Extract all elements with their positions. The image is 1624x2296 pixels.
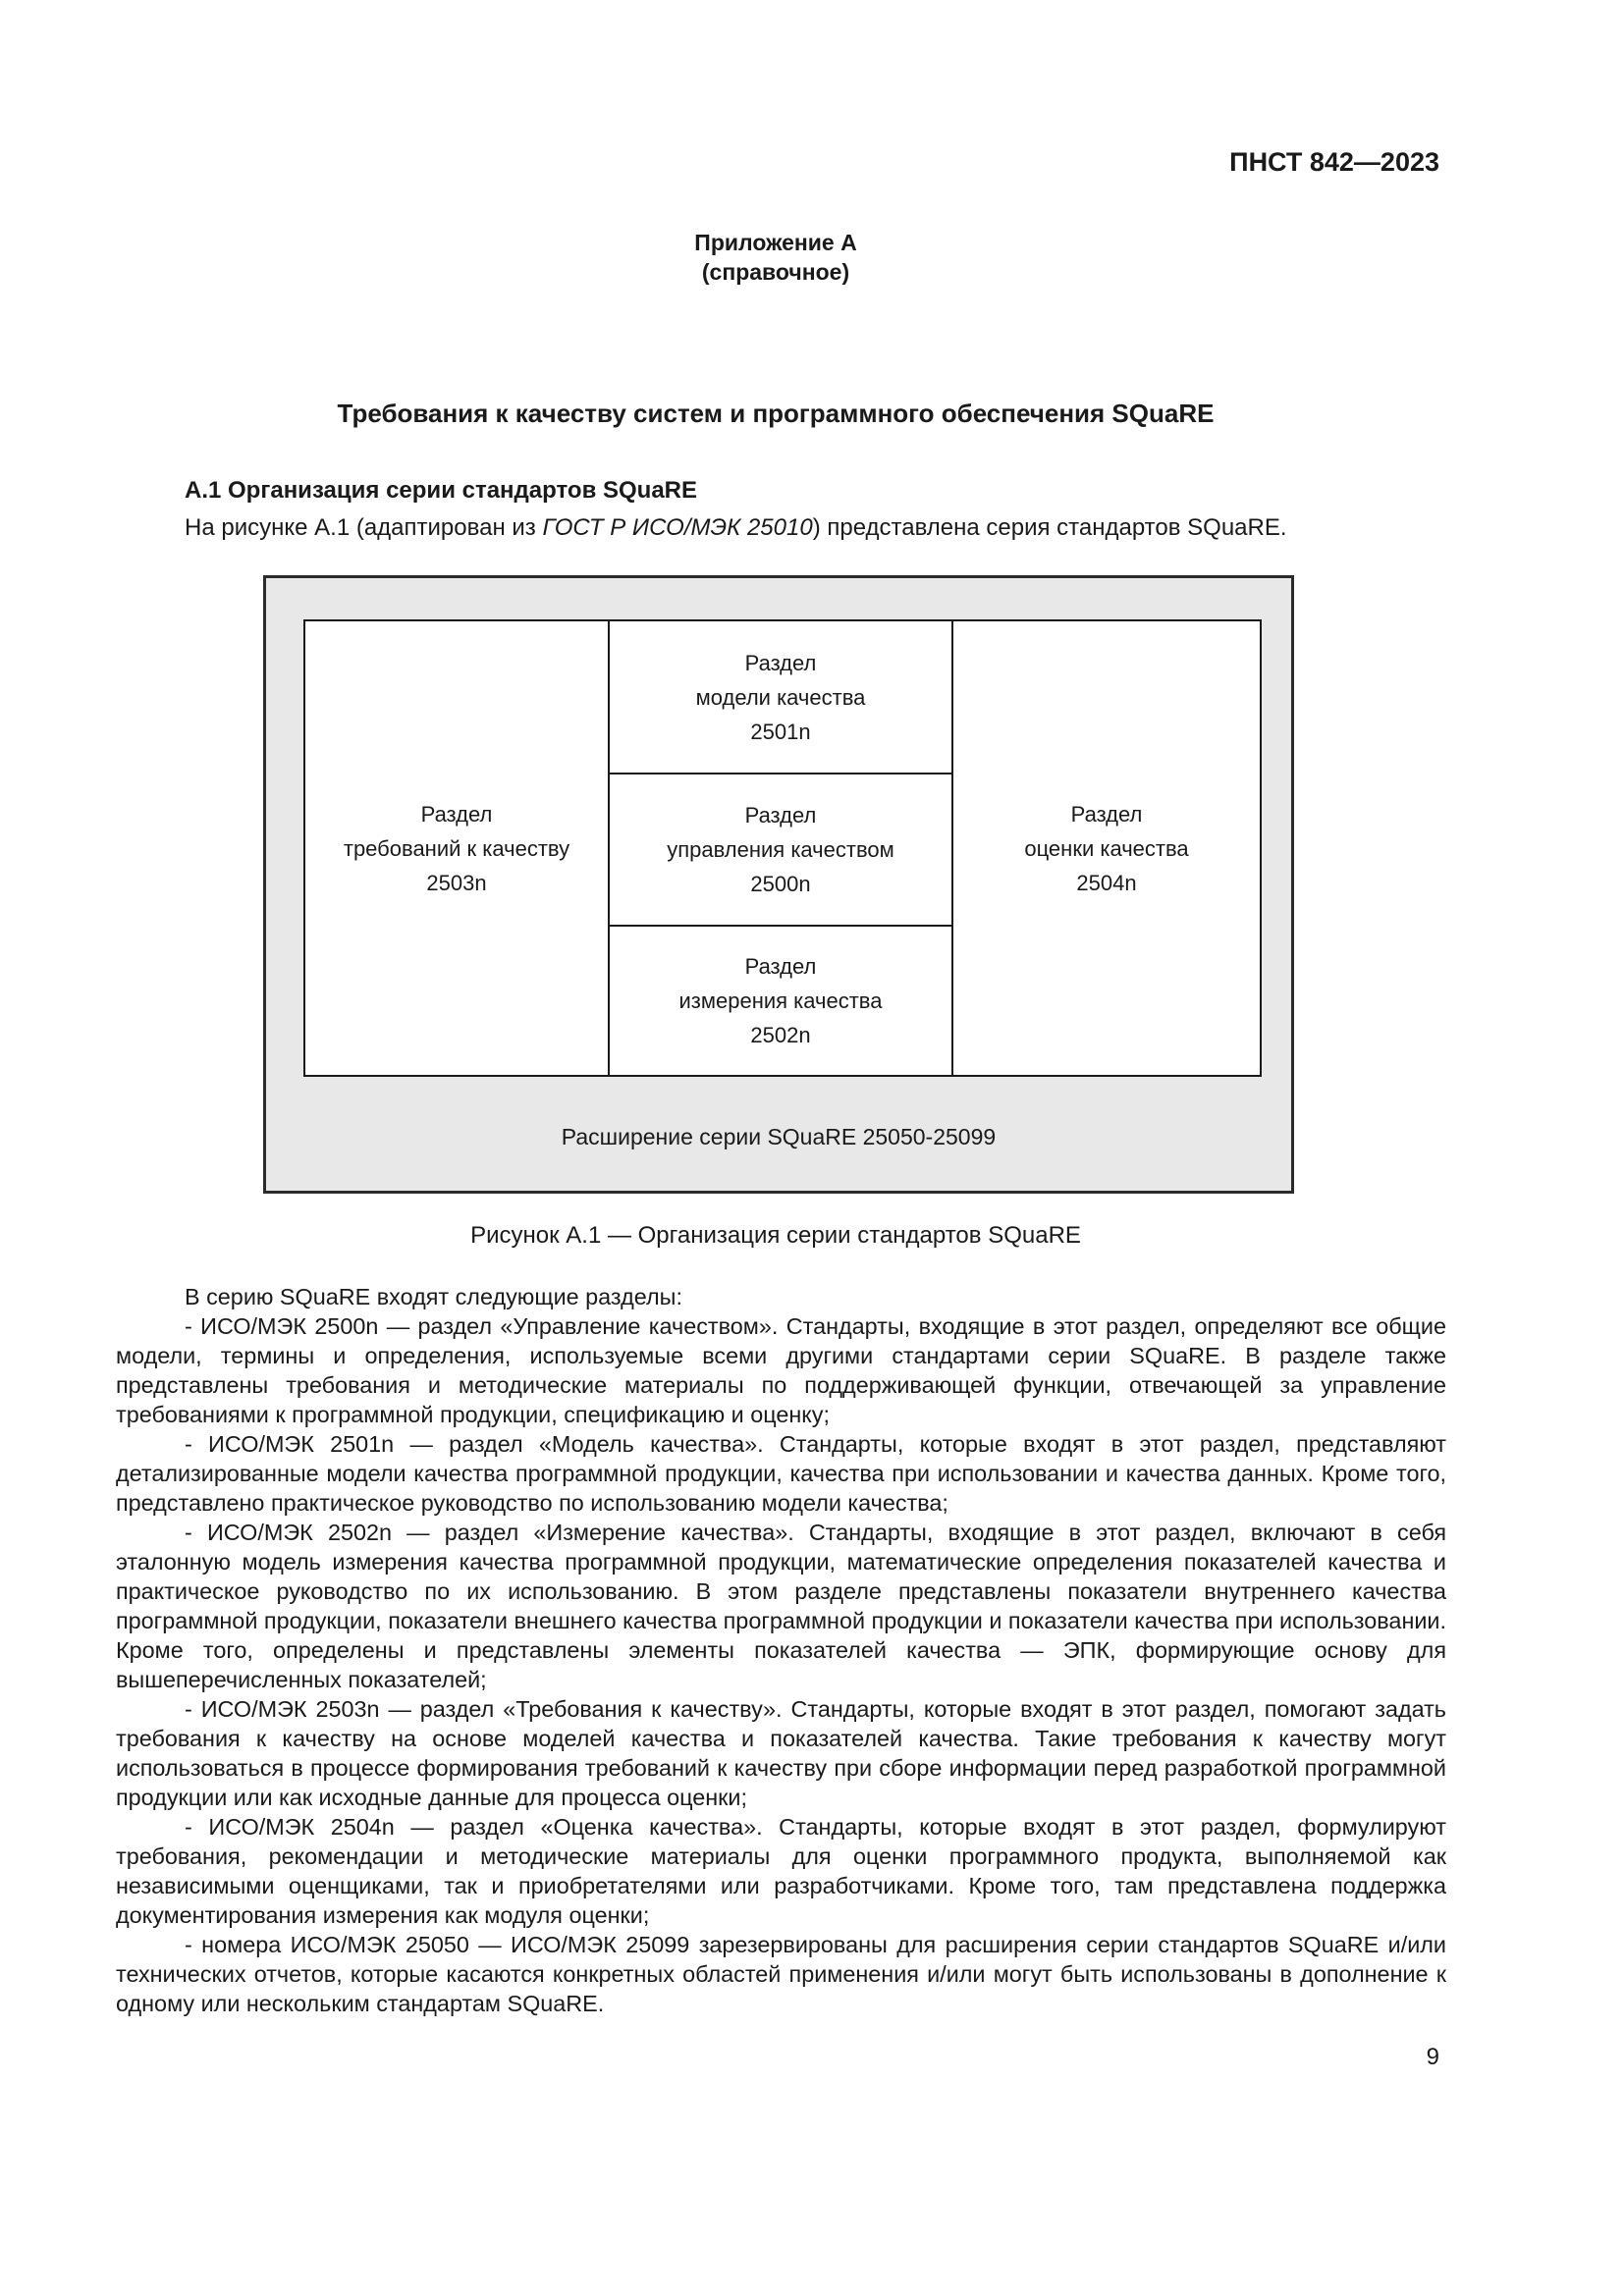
annex-title: Приложение А [694,230,857,255]
series-extension-label: Расширение серии SQuaRE 25050-25099 [561,1124,997,1149]
evaluation-section-box: Раздел оценки качества 2504n [951,619,1262,1077]
measurement-section-box: Раздел измерения качества 2502n [608,925,953,1077]
paragraph: - ИСО/МЭК 2502n — раздел «Измерение качества». Стандарты, входящие в этот раздел, включают в себя эталонную модель измерения качества программной продукции, математические определения показателей качества и практическое руководство по их использованию. В этом разделе представлены показатели внутреннего качества программной продукции, показатели внешнего качества программной продукции и показатели качества при использовании. Кроме того, определены и представлены элементы показателей качества — ЭПК, формирующие основу для вышеперечисленных показателей; [116,1520,1446,1692]
paragraph: - ИСО/МЭК 2501n — раздел «Модель качества». Стандарты, которые входят в этот раздел, представляют детализированные модели качества программной продукции, качества при использовании и качества данных. Кроме того, представлено практическое руководство по использованию модели качества; [116,1431,1446,1516]
intro-text: На рисунке А.1 (адаптирован из ГОСТ Р ИСО/МЭК 25010) представлена серия стандартов SQuaRE. [185,514,1287,541]
section-title: А.1 Организация серии стандартов SQuaRE [185,477,698,504]
paragraph: - ИСО/МЭК 2504n — раздел «Оценка качества». Стандарты, которые входят в этот раздел, формулируют требования, рекомендации и методические материалы для оценки программного продукта, выполняемой как независимыми оценщиками, так и приобретателями или разработчиками. Кроме того, там представлена поддержка документирования измерения как модуля оценки; [116,1814,1446,1928]
model-section-box: Раздел модели качества 2501n [608,619,953,774]
paragraph: В серию SQuaRE входят следующие разделы: [185,1284,682,1309]
annex-subtitle: (справочное) [701,259,850,285]
paragraph: - ИСО/МЭК 2500n — раздел «Управление качеством». Стандарты, входящие в этот раздел, определяют все общие модели, термины и определения, используемые всеми другими стандартами серии SQuaRE. В разделе также представлены требования и методические материалы по поддерживающей функции, отвечающей за управление требованиями к программной продукции, спецификацию и оценку; [116,1313,1446,1427]
page-number: 9 [1426,2044,1439,2070]
paragraph: - ИСО/МЭК 2503n — раздел «Требования к качеству». Стандарты, которые входят в этот раздел, помогают задать требования к качеству на основе моделей качества и показателей качества. Такие требования к качеству могут использоваться в процессе формирования требований к качеству при сборе информации перед разработкой программной продукции или как исходные данные для процесса оценки; [116,1696,1446,1810]
paragraph: - номера ИСО/МЭК 25050 — ИСО/МЭК 25099 зарезервированы для расширения серии стандартов SQuaRE и/или технических отчетов, которые касаются конкретных областей применения и/или могут быть использованы в дополнение к одному или нескольким стандартам SQuaRE. [116,1932,1446,2016]
requirements-section-box: Раздел требований к качеству 2503n [303,619,610,1077]
body-text [116,1282,1446,2018]
square-series-figure [263,575,1294,1194]
management-section-box: Раздел управления качеством 2500n [608,773,953,927]
page-title: Требования к качеству систем и программного обеспечения SQuaRE [337,399,1215,428]
standard-reference: ГОСТ Р ИСО/МЭК 25010 [542,514,813,541]
figure-caption: Рисунок А.1 — Организация серии стандартов SQuaRE [470,1222,1081,1249]
document-code: ПНСТ 842—2023 [1229,147,1439,177]
